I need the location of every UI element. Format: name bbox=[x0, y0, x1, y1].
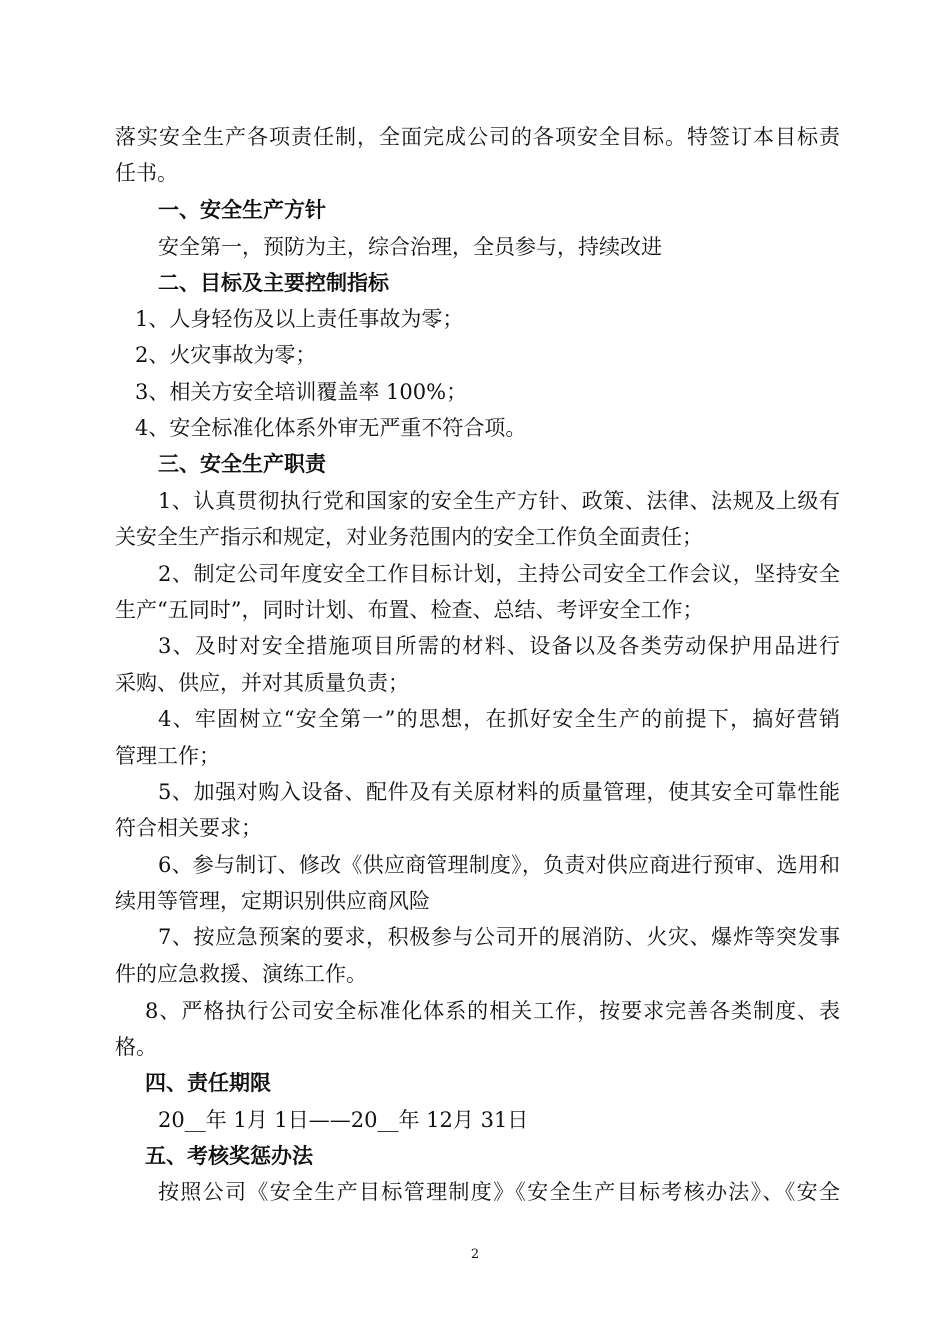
list-item: 3、相关方安全培训覆盖率 100%； bbox=[135, 380, 468, 404]
paragraph-line: 8、严格执行公司安全标准化体系的相关工作，按要求完善各类制度、表 bbox=[145, 999, 840, 1023]
section-heading: 五、考核奖惩办法 bbox=[145, 1143, 313, 1168]
paragraph-line: 3、及时对安全措施项目所需的材料、设备以及各类劳动保护用品进行 bbox=[158, 634, 840, 658]
paragraph-line: 2、制定公司年度安全工作目标计划，主持公司安全工作会议，坚持安全 bbox=[158, 562, 840, 586]
list-item: 1、人身轻伤及以上责任事故为零； bbox=[135, 307, 464, 331]
paragraph-line: 续用等管理，定期识别供应商风险 bbox=[115, 889, 430, 913]
paragraph-line: 1、认真贯彻执行党和国家的安全生产方针、政策、法律、法规及上级有 bbox=[158, 489, 840, 513]
section-heading: 四、责任期限 bbox=[145, 1070, 271, 1095]
section-heading: 三、安全生产职责 bbox=[158, 451, 326, 476]
paragraph-line: 采购、供应，并对其质量负责； bbox=[115, 671, 409, 695]
paragraph-line: 件的应急救援、演练工作。 bbox=[115, 962, 367, 986]
list-item: 4、安全标准化体系外审无严重不符合项。 bbox=[135, 416, 527, 440]
date-range: 20__年 1月 1日——20__年 12月 31日 bbox=[158, 1108, 529, 1132]
list-item: 2、火灾事故为零； bbox=[135, 343, 317, 367]
paragraph-line: 关安全生产指示和规定，对业务范围内的安全工作负全面责任； bbox=[115, 525, 703, 549]
paragraph-line: 符合相关要求； bbox=[115, 816, 262, 840]
paragraph-line: 落实安全生产各项责任制，全面完成公司的各项安全目标。特签订本目标责 bbox=[115, 125, 840, 149]
section-heading: 一、安全生产方针 bbox=[158, 197, 326, 222]
page-number: 2 bbox=[470, 1247, 480, 1262]
paragraph-line: 格。 bbox=[115, 1035, 157, 1059]
paragraph-line: 任书。 bbox=[115, 161, 178, 185]
paragraph-line: 安全第一，预防为主，综合治理，全员参与，持续改进 bbox=[158, 235, 662, 259]
paragraph-line: 按照公司《安全生产目标管理制度》《安全生产目标考核办法》、《安全 bbox=[158, 1180, 840, 1204]
paragraph-line: 管理工作； bbox=[115, 744, 220, 768]
paragraph-line: 4、牢固树立“安全第一”的思想，在抓好安全生产的前提下，搞好营销 bbox=[158, 707, 840, 731]
section-heading: 二、目标及主要控制指标 bbox=[158, 270, 389, 295]
paragraph-line: 6、参与制订、修改《供应商管理制度》，负责对供应商进行预审、选用和 bbox=[158, 853, 840, 877]
paragraph-line: 5、加强对购入设备、配件及有关原材料的质量管理，使其安全可靠性能 bbox=[158, 780, 840, 804]
paragraph-line: 7、按应急预案的要求，积极参与公司开的展消防、火灾、爆炸等突发事 bbox=[158, 925, 840, 949]
paragraph-line: 生产“五同时”，同时计划、布置、检查、总结、考评安全工作； bbox=[115, 598, 704, 622]
